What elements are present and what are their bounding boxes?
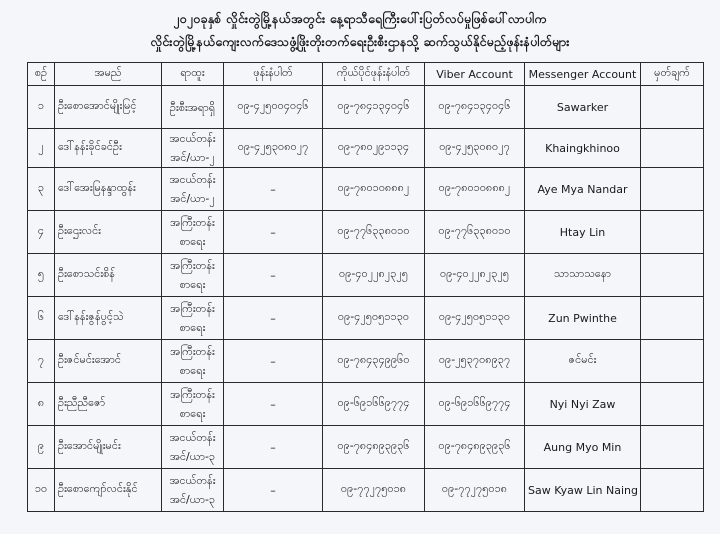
cell-rank: အကြီးတန်း စာရေး (162, 211, 224, 254)
cell-no: ၈ (28, 383, 55, 426)
contact-table (27, 62, 704, 512)
cell-remark (641, 211, 704, 254)
cell-personal-phone: ၀၉-၇၈၀၁၀၈၈၈၂ (323, 168, 425, 211)
cell-messenger: Sawarker (525, 86, 641, 129)
header-personal-phone: ကိုယ်ပိုင်ဖုန်းနံပါတ် (323, 63, 425, 86)
cell-phone: ၀၉-၄၂၅၃၀၈၀၂၇ (224, 129, 323, 168)
cell-viber: ၀၉-၇၇၆၃၃၈၀၁၀ (425, 211, 525, 254)
cell-viber: ၀၉-၇၈၄၈၉၃၉၃၆ (425, 426, 525, 469)
cell-viber: ၀၉-၆၉၁၆၆၉၇၇၄ (425, 383, 525, 426)
header-phone: ဖုန်းနံပါတ် (224, 63, 323, 86)
cell-phone: ၀၉-၄၂၅၀၀၄၀၄၆ (224, 86, 323, 129)
table-header-row (28, 63, 704, 86)
table-row (28, 129, 704, 168)
cell-viber: ၀၉-၄၀၂၂၈၂၃၂၅ (425, 254, 525, 297)
table-row (28, 297, 704, 340)
cell-messenger: Zun Pwinthe (525, 297, 641, 340)
cell-name: ဒေါ်နန်းဇွန်ပွင့်သဲ (55, 297, 162, 340)
cell-no: ၄ (28, 211, 55, 254)
cell-rank: အကြီးတန်း စာရေး (162, 297, 224, 340)
cell-remark (641, 426, 704, 469)
cell-rank: အငယ်တန်း အင်/ယာ-၃ (162, 426, 224, 469)
cell-messenger: Nyi Nyi Zaw (525, 383, 641, 426)
cell-name: ဒေါ်နန်းခိုင်ခင်ဦး (55, 129, 162, 168)
cell-phone: – (224, 469, 323, 512)
cell-viber: ၀၉-၂၅၃၇၀၈၉၃၇ (425, 340, 525, 383)
header-viber: Viber Account (425, 63, 525, 86)
cell-name: ဦးအောင်မျိုးမင်း (55, 426, 162, 469)
cell-personal-phone: ၀၉-၄၀၂၂၈၂၃၂၅ (323, 254, 425, 297)
cell-rank: အငယ်တန်း အင်/ယာ-၂ (162, 129, 224, 168)
cell-name: ဦးဌေးလင်း (55, 211, 162, 254)
header-messenger: Messenger Account (525, 63, 641, 86)
document-title-line1: ၂၀၂၀ခုနှစ် လှိုင်းတွဲမြို့နယ်အတွင်း နေ့ရာသီရေကြီးပေါ်းပြတ်လပ်မှုဖြစ်ပေါ်လာပါက (173, 11, 547, 26)
cell-remark (641, 383, 704, 426)
cell-phone: – (224, 297, 323, 340)
cell-no: ၇ (28, 340, 55, 383)
header-name: အမည် (55, 63, 162, 86)
table-row (28, 426, 704, 469)
cell-rank: အကြီးတန်း စာရေး (162, 254, 224, 297)
cell-personal-phone: ၀၉-၇၈၄၃၄၉၉၆၀ (323, 340, 425, 383)
cell-personal-phone: ၀၉-၇၇၂၇၅၀၁၈ (323, 469, 425, 512)
cell-viber: ၀၉-၇၈၀၁၀၈၈၈၂ (425, 168, 525, 211)
cell-messenger: ဇင်မင်း (525, 340, 641, 383)
header-rank: ရာထူး (162, 63, 224, 86)
cell-phone: – (224, 383, 323, 426)
cell-rank: အငယ်တန်း အင်/ယာ-၃ (162, 469, 224, 512)
cell-rank: အကြီးတန်း စာရေး (162, 383, 224, 426)
table-row (28, 254, 704, 297)
header-remark: မှတ်ချက် (641, 63, 704, 86)
cell-personal-phone: ၀၉-၇၈၄၈၉၃၉၃၆ (323, 426, 425, 469)
table-row (28, 211, 704, 254)
cell-remark (641, 168, 704, 211)
cell-phone: – (224, 340, 323, 383)
cell-phone: – (224, 426, 323, 469)
cell-no: ၃ (28, 168, 55, 211)
table-row (28, 86, 704, 129)
cell-viber: ၀၉-၄၂၅၃၀၈၀၂၇ (425, 129, 525, 168)
table-row (28, 383, 704, 426)
cell-personal-phone: ၀၉-၆၉၁၆၆၉၇၇၄ (323, 383, 425, 426)
cell-rank: အကြီးတန်း စာရေး (162, 340, 224, 383)
cell-personal-phone: ၀၉-၇၈၄၁၃၄၀၄၆ (323, 86, 425, 129)
cell-messenger: Saw Kyaw Lin Naing (525, 469, 641, 512)
cell-name: ဦးစောသင်းစိန် (55, 254, 162, 297)
cell-no: ၉ (28, 426, 55, 469)
cell-no: ၆ (28, 297, 55, 340)
cell-personal-phone: ၀၉-၇၇၆၃၃၈၀၁၀ (323, 211, 425, 254)
cell-messenger: Aye Mya Nandar (525, 168, 641, 211)
cell-name: ဦးညီညီဇော် (55, 383, 162, 426)
cell-phone: – (224, 254, 323, 297)
cell-no: ၅ (28, 254, 55, 297)
header-no: စဉ် (28, 63, 55, 86)
cell-viber: ၀၉-၇၈၄၁၃၄၀၄၆ (425, 86, 525, 129)
document-title-line2: လှိုင်းတွဲမြို့နယ်ကျေးလက်ဒေသဖွံ့ဖြိုးတိုးတက်ရေးဦးစီးဌာနသို့ ဆက်သွယ်နိုင်မည့်ဖုန်းနံပါတ်များ (150, 34, 570, 49)
cell-personal-phone: ၀၉-၇၈၀၂၉၁၁၃၄ (323, 129, 425, 168)
cell-messenger: Khaingkhinoo (525, 129, 641, 168)
table-row (28, 168, 704, 211)
cell-messenger: သာသာသနော (525, 254, 641, 297)
cell-messenger: Htay Lin (525, 211, 641, 254)
cell-personal-phone: ၀၉-၄၂၅၀၅၁၁၃၀ (323, 297, 425, 340)
cell-rank: ဦးစီးအရာရှိ (162, 86, 224, 129)
cell-name: ဦးဇင်မင်းအောင် (55, 340, 162, 383)
cell-remark (641, 297, 704, 340)
cell-name: ဦးစောအောင်မျိုးမြင့် (55, 86, 162, 129)
cell-remark (641, 469, 704, 512)
cell-name: ဦးစောကျော်လင်းနိုင် (55, 469, 162, 512)
table-row (28, 469, 704, 512)
cell-viber: ၀၉-၇၇၂၇၅၀၁၈ (425, 469, 525, 512)
table-row (28, 340, 704, 383)
cell-remark (641, 129, 704, 168)
cell-no: ၂ (28, 129, 55, 168)
cell-name: ဒေါ်အေးမြနန္ဒာထွန်း (55, 168, 162, 211)
cell-rank: အငယ်တန်း အင်/ယာ-၂ (162, 168, 224, 211)
cell-remark (641, 254, 704, 297)
cell-viber: ၀၉-၄၂၅၀၅၁၁၃၀ (425, 297, 525, 340)
cell-phone: – (224, 211, 323, 254)
cell-messenger: Aung Myo Min (525, 426, 641, 469)
cell-remark (641, 86, 704, 129)
cell-no: ၁၀ (28, 469, 55, 512)
cell-remark (641, 340, 704, 383)
cell-no: ၁ (28, 86, 55, 129)
cell-phone: – (224, 168, 323, 211)
